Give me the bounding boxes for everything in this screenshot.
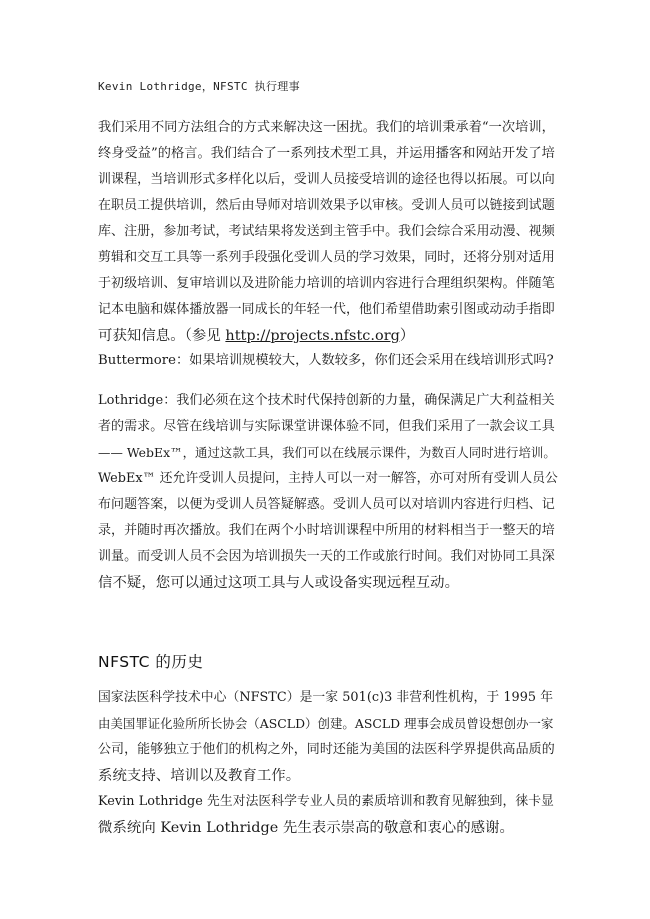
history-line: 公司，能够独立于他们的机构之外，同时还能为美国的法医科学界提供高品质的 — [98, 742, 555, 757]
paragraph-line: 库、注册，参加考试，考试结果将发送到主管手中。我们会综合采用动漫、视频 — [98, 224, 555, 239]
training-paragraph — [98, 115, 558, 349]
reference-suffix: ） — [399, 328, 415, 344]
answer-line: 布问题答案，以便为受训人员答疑解惑。受训人员可以对培训内容进行归档、记 — [98, 497, 555, 512]
answer-line: Lothridge：我们必须在这个技术时代保持创新的力量，确保满足广大利益相关 — [98, 393, 555, 408]
projects-link[interactable]: http://projects.nfstc.org — [225, 328, 400, 344]
answer-line: 训量。而受训人员不会因为培训损失一天的工作或旅行时间。我们对协同工具深 — [98, 549, 555, 564]
answer-line: —— WebEx™，通过这款工具，我们可以在线展示课件，为数百人同时进行培训。 — [98, 445, 556, 460]
history-line: 由美国罪证化验所所长协会（ASCLD）创建。ASCLD 理事会成员曾设想创办一家 — [98, 716, 554, 731]
paragraph-line: 我们采用不同方法组合的方式来解决这一困扰。我们的培训秉承着“一次培训， — [98, 120, 555, 135]
paragraph-last-line — [98, 323, 558, 349]
answer-line: 信不疑，您可以通过这项工具与人或设备实现远程互动。 — [98, 575, 460, 591]
attribution-line: Kevin Lothridge，NFSTC 执行理事 — [98, 80, 300, 93]
paragraph-line: 训课程，当培训形式多样化以后，受训人员接受培训的途径也得以拓展。可以向 — [98, 172, 555, 187]
paragraph-line: 剪辑和交互工具等一系列手段强化受训人员的学习效果，同时，还将分别对适用 — [98, 250, 555, 265]
history-line: 微系统向 Kevin Lothridge 先生表示崇高的敬意和衷心的感谢。 — [98, 820, 514, 836]
paragraph-line: 于初级培训、复审培训以及进阶能力培训的培训内容进行合理组织架构。伴随笔 — [98, 276, 555, 291]
history-line: 国家法医科学技术中心（NFSTC）是一家 501(c)3 非营利性机构，于 1995 年 — [98, 690, 554, 705]
reference-prefix: 可获知信息。（参见 — [98, 328, 226, 344]
paragraph-line: 在职员工提供培训，然后由导师对培训效果予以审核。受训人员可以链接到试题 — [98, 198, 555, 213]
answer-line: 录，并随时再次播放。我们在两个小时培训课程中所用的材料相当于一整天的培 — [98, 523, 555, 538]
history-line: 系统支持、培训以及教育工作。 — [98, 768, 301, 784]
interview-question — [98, 348, 558, 374]
history-paragraph — [98, 685, 558, 841]
paragraph-line: 终身受益”的格言。我们结合了一系列技术型工具，并运用播客和网站开发了培 — [98, 146, 555, 161]
section-heading: NFSTC 的历史 — [98, 653, 204, 671]
question-line: Buttermore：如果培训规模较大，人数较多，你们还会采用在线培训形式吗? — [98, 353, 554, 368]
paragraph-line: 记本电脑和媒体播放器一同成长的年轻一代，他们希望借助索引图或动动手指即 — [98, 302, 555, 317]
history-line: Kevin Lothridge 先生对法医科学专业人员的素质培训和教育见解独到，徕卡显 — [98, 794, 554, 809]
answer-line: 者的需求。尽管在线培训与实际课堂讲课体验不同，但我们采用了一款会议工具 — [98, 419, 555, 434]
answer-line: WebEx™ 还允许受训人员提问，主持人可以一对一解答，亦可对所有受训人员公 — [98, 471, 558, 486]
interview-answer — [98, 388, 558, 596]
